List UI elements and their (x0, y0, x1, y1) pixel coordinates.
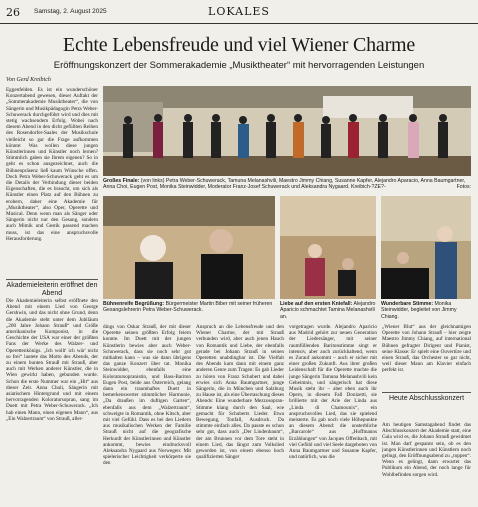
article-column-5b (382, 422, 471, 504)
page-header (0, 0, 478, 24)
caption-singer-label: Wunderbare Stimme: (381, 301, 434, 307)
caption-mayor-label: Bühnenreife Begrüßung: (103, 301, 165, 307)
caption-main-photo (103, 178, 471, 191)
caption-singer-text: Monika Steinwidder, begleitet von Jimmy Chiang. (381, 301, 457, 320)
caption-kneeling-label: Liebe auf den ersten Kniefall: (280, 301, 353, 307)
caption-kneeling-text: Alejandro Aparicio schmachtet Tamina Melanashvili an. (280, 301, 376, 320)
article-text-col2: dings von Oskar Strauß, der mit dieser Operette seinen größten Erfolg feiern konnte. Im Duett mit der jungen Künstlerin bewies aber auch Weber-Schuwerack, dass sie noch sehr gut mithalten kann – was sie dann übrigens das ganze Konzert über tat. Monika Steinwidder, ebenfalls eine Koloratursopranistin, und Bass-Bariton Eugen Post, beide aus Österreich, gelang dann ein traumhaftes Duett in bemerkenswerter stimmlicher Harmonie, „Da draußen im duftigen Garten“, ebenfalls aus dem „Walzertraum“, schwelgte in Romantik, ohne Kitsch, aber mit viel Gefühl. Dass es bei den Liedern aus musikalischen Werken der Familie Strauß nicht auf die geografische Herkunft der Künstlerinnen und Künstler ankommt, bewies eindrucksvoll Aleksandra Nygaard aus Norwegen: Mit spielerischer Leichtigkeit verkörperte sie den (103, 324, 191, 467)
photo-kneeling (280, 196, 376, 299)
caption-singer (381, 301, 471, 321)
subheading-akademieleiterin: Akademieleiterin eröffnet den Abend (6, 279, 98, 298)
article-subheadline: Eröffnungskonzert der Sommerakademie „Musiktheater“ mit hervorragenden Leistungen (53, 60, 425, 71)
byline: Von Gerd Kreibich (6, 77, 51, 83)
article-text-col5: „Wiener Blut“ aus der gleichnamigen Operette von Johann Strauß – hier zeigte Maestro Jimmy Chiang, auf international Bühnen gefragter Dirigent und Pianist, seine Klasse: Er spielt eine Ouvertüre und einen Strauß, das Orchester so gar nicht, weil dieser Mann am Klavier einfach perfekt ist. (382, 324, 471, 374)
article-headline: Echte Lebensfreude und viel Wiener Charme (62, 34, 416, 56)
section-title: LOKALES (208, 5, 270, 18)
issue-date: Samstag, 2. August 2025 (34, 8, 107, 15)
caption-mayor-text: Bürgermeister Martin Biber mit seiner früheren Gesangslehrerin Petra Weber-Schuwerack. (103, 301, 273, 314)
mayor-greeting-image (103, 196, 275, 299)
article-text-col1b: Die Akademieleiterin selbst eröffnete den Abend mit einem Lied von George Gershwin, und das nicht ohne Grund, denn die Akademie steht unter dem Jubiläum „200 Jahre Johann Strauß“ und Größe amerikanische Komponist, in die Geschichte der USA war einer der größten Fans der Werke des Walzer- und Operettenkönigs. „Ich wollt' ich wär' nicht so frei“ lautete das Motto des Abends, der zu einem bunten Strauß mit Strauß, aber auch mit Werken anderer Künstler, die in Wien gewirkt haben, gebunden wurde. Schon die erste Nummer war ein „Hit“ aus dieser Zeit. Anna Chuli, Sängerin mit asiatischem Hintergrund und mit einem hervorragenden Koloratursopran, sang im Duett mit Petra Weber-Schuwerack. „Ich hab einen Mann, einen eigenen Mann“, aus „Ein Walzertraum“ von Strauß, aller- (6, 298, 98, 422)
photo-mayor-greeting (103, 196, 275, 299)
caption-main-credit: Fotos: (456, 184, 471, 191)
article-text-col4: vorgetragen wurde. Alejandro Aparicio aus Madrid gehört zur neuen Generation der Liedersänger, mit seiner raumfüllenden Baritonstimme singt er intensiv, aber auch zurückhaltend, wenn es Zurauf ankommt – auch er sicher mit einer großen Zukunft. Aus ihrer großen Leidenschaft für die Operette machte die junge Sängerin Tamuna Melanashvili kein Geheimnis, und sängerisch hat diese Musik steht ihr – aber eben auch ihr Opern, in diesem Fall Donizetti, sie brillierte mit der Arie der Linda aus „Linda di Chamounix“, ein anspruchsvolles Lied, das sie spielend meisterte. Es gab noch viele Höhepunkte an diesem Abend: die unsterbliche „Barcarole“ aus „Hoffmanns Erzählungen“ von Jacques Offenbach, mit viel Gefühl und viel Seele dargeboten von Anna Baumgartner und Susanne Kapfer, und natürlich, was die (289, 324, 377, 461)
stage-finale-image (103, 86, 471, 176)
caption-mayor (103, 301, 275, 321)
article-column-1b (6, 298, 98, 503)
kneeling-scene-image (280, 196, 376, 299)
article-text-col5b: Am heutigen Samstagabend findet das Abschlusskonzert der Akademie statt, eine Gala wird es, die Johann Strauß gewidmet ist. Man darf gespannt sein, ob es den jungen Künstlerinnen und Künstlern noch gelingt, den Eröffnungsabend zu „toppen“. Wenn es gelingt, dann erwartet das Publikum ein Abend, der noch lange für Wohlbefinden sorgen wird. (382, 422, 471, 478)
caption-kneeling (280, 301, 376, 321)
article-column-5 (382, 324, 471, 388)
article-column-3 (196, 324, 284, 504)
main-photo-finale (103, 86, 471, 176)
subheading-abschlusskonzert: Heute Abschlusskonzert (382, 392, 471, 403)
article-column-2 (103, 324, 191, 504)
page-number: 26 (6, 6, 20, 19)
article-column-4 (289, 324, 377, 504)
caption-main-label: Großes Finale: (103, 178, 140, 184)
singer-piano-image (381, 196, 471, 299)
article-text-col1: Eggenfelden. Es ist ein wunderschöner Konzertabend gewesen, dieser Auftakt der „Sommerakademie Musiktheater“, die von Sängerin und Musikpädagogin Petra Weber-Schuwerack durchgeführt wird und dies mit stetig wachsendem Erfolg. Wobei nach diesem Abend in den dicht gefüllten Reihen des Rosendorfer-Saales der Musikschule vielleicht so gar die Frage aufkommen könnte: Was wollen diese jungen Künstlerinnen und Künstler noch lernen? Stimmlich gaben sie Ihrem eigenen? So in geht es schon ausgezeichnet, auch die Bühnenpräsenz ließ kaum Wünsche offen. Doch Petra Weber-Schuwerack geht es um die Details der Verbindung dieser beiden Eigenschaften, die es braucht, um sich als Künstler einen Platz auf den Bühnen zu erobern, daher eine Akademie für „Musiktheater“, also Oper, Operette und Musical. Denn wenn man als Sänger oder Sängerin nicht nur den Gesang, sondern auch Mimik und Gestik passend machen muss, ist das eine anspruchsvolle Herausforderung. (6, 87, 98, 242)
photo-singer-piano (381, 196, 471, 299)
article-text-col3: Anspruch an die Lebensfreude und den Wiener Charme, der mit Strauß verbunden wird, aber auch jenen Hauch von Romantik und Liebe, der ebenfalls gerade bei Johann Strauß in seinen Operetten unabdingbar ist. Die Vielfalt des Abends kam dann mit einem ganz anderen Genre zum Tragen: Es gab Lieder zu hören von Franz Schubert und dabei erwies sich Anna Baumgartner, junge Sängerin, die in München und Salzburg zu Hause ist, als eine Überraschung dieses Abends: Eine wunderbare Mezzosopran-Stimme klang durch den Saal, wie gemacht für Schuberts Lieder. Etwa Bewegung, Tonfall, Ausdruck. Da stimmte einfach alles. Da passte es schon sehr gut, dass auch „Der Lindenbaum“, der am Brunnen vor dem Tore steht in einem Lied, das längst zum Volkslied geworden ist, von einem ebenso hoch qualifizierten Sänger (196, 324, 284, 461)
article-column-1 (6, 87, 98, 277)
caption-main-text: (von links) Petra Weber-Schuwerack, Tamuna Melanashvili, Maestro Jimmy Chiang, Susanne Kapfer, Alejandro Aparacio, Anna Baumgartner, Anna Choi, Eugen Post, Monika Steinwidder, Moderator Franz-Josef Schuwerack und Aleksandra Nygaard. Kreibich-?ZE?- (103, 178, 466, 191)
